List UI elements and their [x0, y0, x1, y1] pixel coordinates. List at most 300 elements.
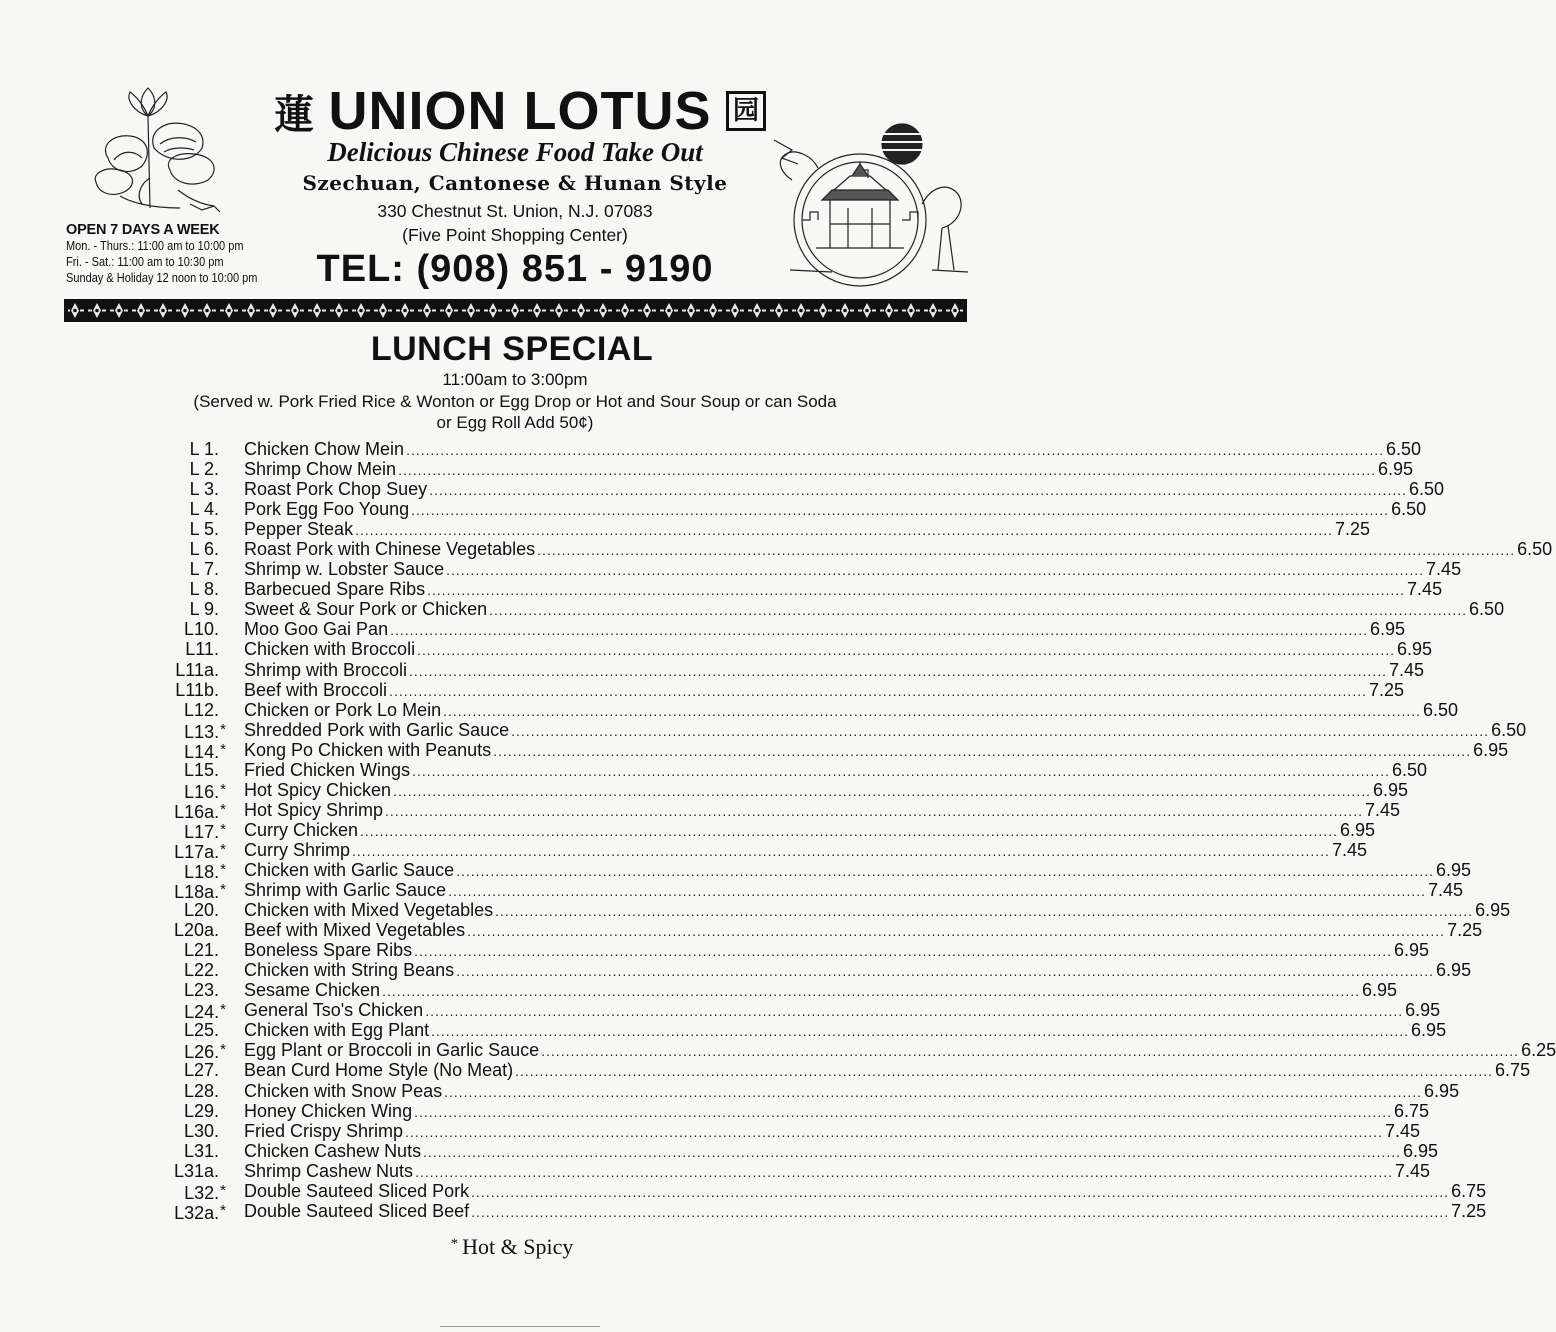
menu-item — [160, 1060, 1531, 1081]
menu-item-name: Shrimp Cashew Nuts — [244, 1160, 414, 1181]
menu-item-line — [244, 619, 1406, 640]
menu-item-line — [244, 539, 1553, 560]
menu-item-price: 7.25 — [1335, 519, 1371, 540]
menu-item-name: Shredded Pork with Garlic Sauce — [244, 719, 510, 740]
menu-item-line — [244, 1120, 1421, 1142]
menu-item-name: Chicken Cashew Nuts — [244, 1140, 422, 1161]
hot-spicy-star-icon: * — [220, 780, 226, 798]
menu-item-code — [160, 940, 226, 960]
menu-item-line — [244, 819, 1376, 841]
dot-leader: ........................................................................................................................................................................................................ — [352, 842, 1330, 859]
menu-item-line — [244, 1060, 1531, 1081]
dot-leader: ........................................................................................................................................................................................................ — [493, 742, 1472, 759]
menu-item-name: Egg Plant or Broccoli in Garlic Sauce — [244, 1040, 540, 1061]
dot-leader: ........................................................................................................................................................................................................ — [417, 642, 1395, 659]
dot-leader: ........................................................................................................................................................................................................ — [443, 702, 1422, 719]
menu-item — [160, 619, 1406, 640]
menu-item-price: 6.50 — [1409, 479, 1445, 500]
menu-item-name: Boneless Spare Ribs — [244, 940, 413, 961]
menu-item-price: 6.95 — [1397, 639, 1433, 660]
menu-item-code-text: L20. — [183, 900, 219, 921]
menu-item-price: 6.95 — [1475, 900, 1511, 921]
menu-item-line — [244, 679, 1405, 701]
dot-leader: ........................................................................................................................................................................................................ — [495, 903, 1474, 920]
hot-spicy-star-icon: * — [220, 860, 226, 878]
menu-item-name: Chicken with Egg Plant — [244, 1020, 430, 1041]
menu-item-code — [160, 619, 226, 639]
menu-item-code — [160, 519, 226, 539]
menu-item — [160, 1160, 1431, 1181]
dot-leader: ........................................................................................................................................................................................................ — [471, 1183, 1450, 1200]
menu-item-code-text: L30. — [183, 1120, 219, 1141]
dot-leader: ........................................................................................................................................................................................................ — [390, 622, 1369, 639]
menu-item-price: 7.45 — [1331, 839, 1367, 860]
dot-leader: ........................................................................................................................................................................................................ — [423, 1143, 1402, 1160]
dot-leader: ........................................................................................................................................................................................................ — [414, 1103, 1393, 1120]
bottom-rule — [440, 1326, 600, 1327]
menu-item-code-text: L10. — [183, 619, 219, 640]
menu-item-code — [160, 1161, 226, 1181]
menu-item-price: 6.95 — [1339, 819, 1376, 840]
menu-item-name: Fried Chicken Wings — [244, 759, 411, 780]
menu-item-code-text: L 1. — [189, 439, 219, 459]
temple-crane-illustration — [772, 120, 972, 298]
dot-leader: ........................................................................................................................................................................................................ — [406, 442, 1385, 458]
dot-leader: ........................................................................................................................................................................................................ — [431, 1023, 1410, 1040]
menu-item-code — [160, 499, 226, 519]
menu-item-line — [244, 900, 1511, 921]
menu-item-price: 6.50 — [1517, 539, 1553, 560]
menu-item-price: 6.50 — [1386, 439, 1422, 459]
menu-item-code-text: L22. — [183, 960, 219, 981]
hot-spicy-star-icon: * — [220, 881, 226, 899]
dot-leader: ........................................................................................................................................................................................................ — [398, 462, 1376, 479]
menu-item-name: Chicken or Pork Lo Mein — [244, 699, 442, 720]
dot-leader: ........................................................................................................................................................................................................ — [409, 662, 1387, 679]
menu-item-code-text: L 5. — [189, 519, 219, 540]
menu-item-code-text: L 7. — [189, 559, 219, 580]
menu-item-name: Hot Spicy Shrimp — [244, 799, 384, 820]
menu-item-code — [160, 1020, 226, 1040]
dot-leader: ........................................................................................................................................................................................................ — [448, 883, 1427, 900]
menu-item — [160, 1200, 1487, 1223]
menu-item-line — [244, 1000, 1441, 1021]
hot-spicy-star-icon: * — [220, 1001, 226, 1019]
menu-item-code — [160, 980, 226, 1000]
menu-item-name: Double Sauteed Sliced Beef — [244, 1200, 470, 1221]
hot-spicy-star-icon: * — [220, 820, 226, 838]
menu-item-name: Sesame Chicken — [244, 980, 381, 1001]
menu-item-code — [160, 840, 226, 862]
menu-item-code — [160, 820, 226, 842]
menu-item — [160, 1140, 1439, 1161]
menu-item-code — [160, 579, 226, 599]
menu-item-line — [244, 839, 1367, 861]
menu-item-code-text: L14. — [184, 741, 220, 762]
menu-item-code-text: L25. — [183, 1020, 219, 1041]
menu-item — [160, 759, 1428, 780]
dot-leader: ........................................................................................................................................................................................................ — [429, 482, 1408, 499]
menu-item-name: Chicken Chow Mein — [244, 439, 405, 459]
menu-item-line — [244, 1020, 1447, 1041]
menu-item-code-text: L11b. — [175, 679, 219, 700]
menu-item-name: Shrimp Chow Mein — [244, 459, 397, 480]
menu-item-price: 6.50 — [1391, 499, 1427, 520]
menu-item — [160, 1000, 1441, 1023]
menu-item-code-text: L 4. — [189, 499, 219, 520]
dot-leader: ........................................................................................................................................................................................................ — [415, 1163, 1393, 1180]
menu-item-price: 6.95 — [1405, 1000, 1441, 1021]
menu-item-line — [244, 439, 1422, 460]
menu-item-line — [244, 980, 1398, 1001]
menu-item-code — [160, 1060, 226, 1080]
menu-item-code-text: L 6. — [189, 539, 219, 560]
menu-item-price: 6.50 — [1423, 699, 1459, 720]
menu-item-price: 7.45 — [1395, 1160, 1431, 1181]
cuisine-styles: Szechuan, Cantonese & Hunan Style — [302, 171, 728, 195]
menu-item-code-text: L31a. — [173, 1160, 219, 1181]
dot-leader: ........................................................................................................................................................................................................ — [414, 943, 1393, 960]
menu-item-line — [244, 859, 1472, 881]
shopping-center: (Five Point Shopping Center) — [402, 225, 628, 245]
menu-item-line — [244, 1200, 1487, 1222]
menu-item — [160, 799, 1401, 822]
menu-item-name: Roast Pork Chop Suey — [244, 479, 428, 500]
address: 330 Chestnut St. Union, N.J. 07083 — [377, 201, 653, 221]
dot-leader: ........................................................................................................................................................................................................ — [444, 1083, 1423, 1100]
menu-item-code — [160, 1101, 226, 1121]
menu-item-code-text: L20a. — [173, 920, 219, 941]
dot-leader: ........................................................................................................................................................................................................ — [412, 762, 1390, 779]
menu-item — [160, 719, 1527, 742]
menu-item-price: 7.45 — [1407, 579, 1443, 600]
menu-item-price: 6.95 — [1378, 459, 1414, 480]
hot-spicy-star-icon: * — [220, 740, 226, 758]
menu-item-code — [160, 740, 226, 762]
menu-item-code-text: L26. — [184, 1042, 220, 1063]
menu-item-price: 7.25 — [1447, 920, 1483, 941]
menu-item-name: Chicken with Broccoli — [244, 639, 416, 660]
menu-item-code-text: L11. — [185, 639, 219, 660]
hours-fri-sat: Fri. - Sat.: 11:00 am to 10:30 pm — [66, 255, 224, 269]
menu-item-name: Chicken with Garlic Sauce — [244, 859, 455, 880]
dot-leader: ........................................................................................................................................................................................................ — [456, 862, 1435, 879]
menu-item-code-text: L16a. — [174, 801, 220, 822]
menu-item-line — [244, 920, 1483, 941]
menu-item-line — [244, 639, 1433, 660]
menu-item-code — [160, 439, 226, 459]
lunch-special-title: LUNCH SPECIAL — [370, 330, 654, 368]
menu-item-price: 7.25 — [1369, 679, 1405, 700]
menu-item-price: 6.95 — [1394, 940, 1430, 961]
menu-item-code-text: L17a. — [174, 841, 220, 862]
menu-item — [160, 1080, 1460, 1101]
ornamental-divider-band — [64, 299, 967, 322]
menu-item-name: Moo Goo Gai Pan — [244, 619, 389, 640]
menu-item-code-text: L29. — [183, 1100, 219, 1121]
menu-item-line — [244, 940, 1430, 961]
menu-item-code — [160, 539, 226, 559]
hot-spicy-star-icon: * — [220, 800, 226, 818]
menu-item-name: Sweet & Sour Pork or Chicken — [244, 599, 488, 620]
menu-item — [160, 839, 1367, 862]
menu-item-code-text: L12. — [183, 699, 219, 720]
menu-item-code-text: L24. — [184, 1002, 220, 1023]
menu-item-code — [160, 860, 226, 882]
menu-item-price: 6.95 — [1411, 1020, 1447, 1041]
menu-item-price: 6.75 — [1451, 1180, 1487, 1201]
menu-item-price: 7.45 — [1388, 659, 1425, 680]
menu-item-code-text: L 8. — [189, 579, 219, 600]
menu-item-code — [160, 700, 226, 720]
menu-item — [160, 539, 1553, 560]
menu-item-line — [244, 459, 1414, 480]
menu-item-code — [160, 1081, 226, 1101]
menu-item-code — [160, 780, 226, 802]
dot-leader: ........................................................................................................................................................................................................ — [389, 682, 1367, 699]
menu-item-code — [160, 920, 226, 940]
menu-item-name: Chicken with Snow Peas — [244, 1080, 443, 1101]
menu-item-line — [244, 1180, 1487, 1202]
menu-item — [160, 699, 1459, 720]
menu-item-code-text: L17. — [184, 821, 220, 842]
lunch-hours: 11:00am to 3:00pm — [442, 370, 588, 389]
menu-item-price: 6.50 — [1392, 759, 1428, 780]
menu-item — [160, 1120, 1421, 1141]
menu-item — [160, 679, 1405, 700]
menu-item-line — [244, 880, 1464, 901]
menu-item-name: General Tso's Chicken — [244, 1000, 424, 1021]
menu-item-line — [244, 599, 1505, 620]
menu-item-price: 7.45 — [1428, 880, 1464, 901]
menu-item-line — [244, 1080, 1460, 1102]
menu-item-code-text: L27. — [183, 1060, 219, 1081]
menu-item-line — [244, 1040, 1556, 1061]
served-with-line-1: (Served w. Pork Fried Rice & Wonton or Egg Drop or Hot and Sour Soup or can Soda — [193, 392, 837, 411]
menu-item — [160, 940, 1430, 961]
menu-item-code-text: L15. — [183, 759, 219, 780]
menu-item-name: Pepper Steak — [244, 519, 354, 540]
menu-item-price: 6.95 — [1362, 980, 1398, 1001]
menu-item — [160, 779, 1409, 802]
dot-leader: ........................................................................................................................................................................................................ — [515, 1063, 1494, 1080]
menu-item — [160, 659, 1425, 680]
menu-item-line — [244, 499, 1427, 520]
menu-item — [160, 519, 1371, 540]
menu-item — [160, 459, 1414, 480]
menu-item-code-text: L21. — [183, 940, 219, 961]
menu-item-line — [244, 719, 1527, 741]
menu-item-line — [244, 1160, 1431, 1182]
menu-item-code — [160, 960, 226, 980]
lunch-menu-list — [160, 439, 1556, 1223]
menu-item — [160, 1020, 1447, 1041]
menu-item-code — [160, 660, 226, 680]
dot-leader: ........................................................................................................................................................................................................ — [446, 562, 1425, 579]
dot-leader: ........................................................................................................................................................................................................ — [411, 502, 1390, 519]
menu-item-code-text: L11a. — [175, 659, 219, 680]
hours-mon-thu: Mon. - Thurs.: 11:00 am to 10:00 pm — [66, 239, 244, 253]
menu-item-line — [244, 960, 1472, 981]
menu-item-price: 7.45 — [1384, 1120, 1421, 1141]
menu-item-code — [160, 599, 226, 619]
dot-leader: ........................................................................................................................................................................................................ — [537, 542, 1516, 559]
menu-item-name: Chicken with String Beans — [244, 960, 455, 981]
brand-header — [250, 80, 790, 141]
dot-leader: ........................................................................................................................................................................................................ — [456, 963, 1435, 980]
menu-item — [160, 819, 1376, 842]
menu-item-price: 6.95 — [1373, 779, 1409, 800]
menu-item-name: Fried Crispy Shrimp — [244, 1120, 404, 1141]
menu-item-name: Hot Spicy Chicken — [244, 779, 392, 800]
menu-item — [160, 599, 1505, 620]
menu-item — [160, 739, 1509, 762]
menu-item-name: Curry Chicken — [244, 819, 359, 840]
menu-item-name: Beef with Broccoli — [244, 679, 388, 700]
menu-item-line — [244, 1140, 1439, 1162]
menu-item-price: 7.45 — [1364, 799, 1401, 820]
menu-item-name: Shrimp with Garlic Sauce — [244, 880, 447, 901]
menu-item-code-text: L 2. — [189, 459, 219, 480]
menu-item-code — [160, 1181, 226, 1203]
menu-item — [160, 479, 1445, 500]
menu-item-name: Beef with Mixed Vegetables — [244, 920, 466, 941]
menu-item — [160, 1040, 1556, 1063]
menu-item-code-text: L32a. — [174, 1202, 220, 1223]
dot-leader: ........................................................................................................................................................................................................ — [471, 1203, 1450, 1220]
menu-item — [160, 439, 1422, 459]
menu-item-name: Curry Shrimp — [244, 839, 351, 860]
menu-item-price: 6.75 — [1394, 1100, 1430, 1121]
menu-item-price: 6.95 — [1370, 619, 1406, 640]
menu-item-code — [160, 720, 226, 742]
footnote-text: Hot & Spicy — [462, 1234, 574, 1259]
menu-item-name: Honey Chicken Wing — [244, 1100, 413, 1121]
menu-item-name: Shrimp w. Lobster Sauce — [244, 559, 445, 580]
opening-hours — [66, 222, 326, 286]
menu-item-code-text: L18a. — [174, 882, 220, 903]
menu-item-price: 6.75 — [1495, 1060, 1531, 1081]
dot-leader: ........................................................................................................................................................................................................ — [360, 822, 1338, 839]
dot-leader: ........................................................................................................................................................................................................ — [405, 1123, 1383, 1140]
menu-item-price: 6.95 — [1436, 960, 1472, 981]
menu-item-line — [244, 779, 1409, 801]
hot-spicy-star-icon: * — [220, 720, 226, 738]
menu-item-code — [160, 760, 226, 780]
menu-item-name: Double Sauteed Sliced Pork — [244, 1180, 470, 1201]
menu-item-code — [160, 680, 226, 700]
menu-item-code-text: L31. — [183, 1140, 219, 1161]
menu-item — [160, 920, 1483, 941]
phone-number: TEL: (908) 851 - 9190 — [316, 248, 714, 290]
menu-item-price: 6.95 — [1436, 859, 1472, 880]
hot-spicy-star-icon: * — [220, 1181, 226, 1199]
menu-item — [160, 639, 1433, 660]
menu-item-line — [244, 559, 1462, 580]
menu-item-code — [160, 800, 226, 822]
menu-item — [160, 859, 1472, 882]
menu-item-price: 7.45 — [1426, 559, 1462, 580]
menu-item — [160, 559, 1462, 580]
dot-leader: ........................................................................................................................................................................................................ — [511, 722, 1490, 739]
dot-leader: ........................................................................................................................................................................................................ — [382, 983, 1361, 1000]
menu-item — [160, 1100, 1430, 1121]
menu-item-code — [160, 479, 226, 499]
menu-item — [160, 880, 1464, 903]
dot-leader: ........................................................................................................................................................................................................ — [489, 602, 1468, 619]
menu-item-line — [244, 739, 1509, 761]
menu-item-line — [244, 759, 1428, 781]
menu-item-line — [244, 1100, 1430, 1122]
menu-item-line — [244, 699, 1459, 721]
menu-item-price: 6.95 — [1424, 1080, 1460, 1101]
menu-item-code-text: L18. — [184, 861, 220, 882]
menu-item-code — [160, 1201, 226, 1223]
dot-leader: ........................................................................................................................................................................................................ — [541, 1043, 1520, 1060]
menu-item-code — [160, 639, 226, 659]
menu-item-line — [244, 799, 1401, 821]
dot-leader: ........................................................................................................................................................................................................ — [467, 923, 1446, 940]
dot-leader: ........................................................................................................................................................................................................ — [427, 582, 1406, 599]
menu-item-price: 6.95 — [1403, 1140, 1439, 1161]
menu-item-code — [160, 880, 226, 902]
dot-leader: ........................................................................................................................................................................................................ — [393, 782, 1371, 799]
hot-spicy-star-icon: * — [220, 1201, 226, 1219]
menu-item-price: 6.25 — [1521, 1040, 1556, 1061]
chinese-glyph-seal: 园 — [726, 91, 766, 131]
menu-item-code-text: L 3. — [189, 479, 219, 500]
menu-item-line — [244, 579, 1443, 600]
menu-item-line — [244, 479, 1445, 500]
menu-item — [160, 980, 1398, 1001]
menu-item-code-text: L13. — [184, 721, 220, 742]
dot-leader: ........................................................................................................................................................................................................ — [425, 1003, 1404, 1020]
menu-item — [160, 499, 1427, 520]
chinese-glyph-lotus: 蓮 — [274, 90, 315, 138]
menu-item-price: 6.50 — [1491, 719, 1527, 740]
menu-item-price: 6.95 — [1473, 739, 1509, 760]
hot-spicy-star-icon: * — [220, 840, 226, 858]
served-with-line-2: or Egg Roll Add 50¢) — [436, 413, 594, 432]
menu-item-line — [244, 519, 1371, 540]
menu-item-code — [160, 559, 226, 579]
menu-item-name: Pork Egg Foo Young — [244, 499, 410, 520]
hours-sunday-holiday: Sunday & Holiday 12 noon to 10:00 pm — [66, 271, 258, 285]
menu-item-code-text: L 9. — [189, 599, 219, 620]
menu-item-name: Roast Pork with Chinese Vegetables — [244, 539, 536, 560]
menu-item-code — [160, 1121, 226, 1141]
menu-item-code — [160, 900, 226, 920]
menu-item — [160, 960, 1472, 981]
menu-item-code-text: L28. — [183, 1080, 219, 1101]
restaurant-name: UNION LOTUS — [328, 81, 712, 141]
dot-leader: ........................................................................................................................................................................................................ — [355, 522, 1334, 539]
menu-item-name: Shrimp with Broccoli — [244, 659, 408, 680]
menu-item-code-text: L23. — [183, 980, 219, 1001]
lotus-illustration — [90, 78, 240, 218]
menu-item — [160, 579, 1443, 600]
tagline: Delicious Chinese Food Take Out — [327, 137, 703, 167]
hot-spicy-footnote — [0, 1234, 1024, 1260]
dot-leader: ........................................................................................................................................................................................................ — [385, 802, 1363, 819]
menu-item-price: 7.25 — [1451, 1200, 1487, 1221]
hot-spicy-star-icon: * — [450, 1236, 459, 1252]
menu-item-name: Bean Curd Home Style (No Meat) — [244, 1060, 514, 1081]
menu-item-price: 6.50 — [1469, 599, 1505, 620]
menu-item-code — [160, 1040, 226, 1062]
menu-item — [160, 900, 1511, 921]
menu-item-name: Kong Po Chicken with Peanuts — [244, 739, 492, 760]
